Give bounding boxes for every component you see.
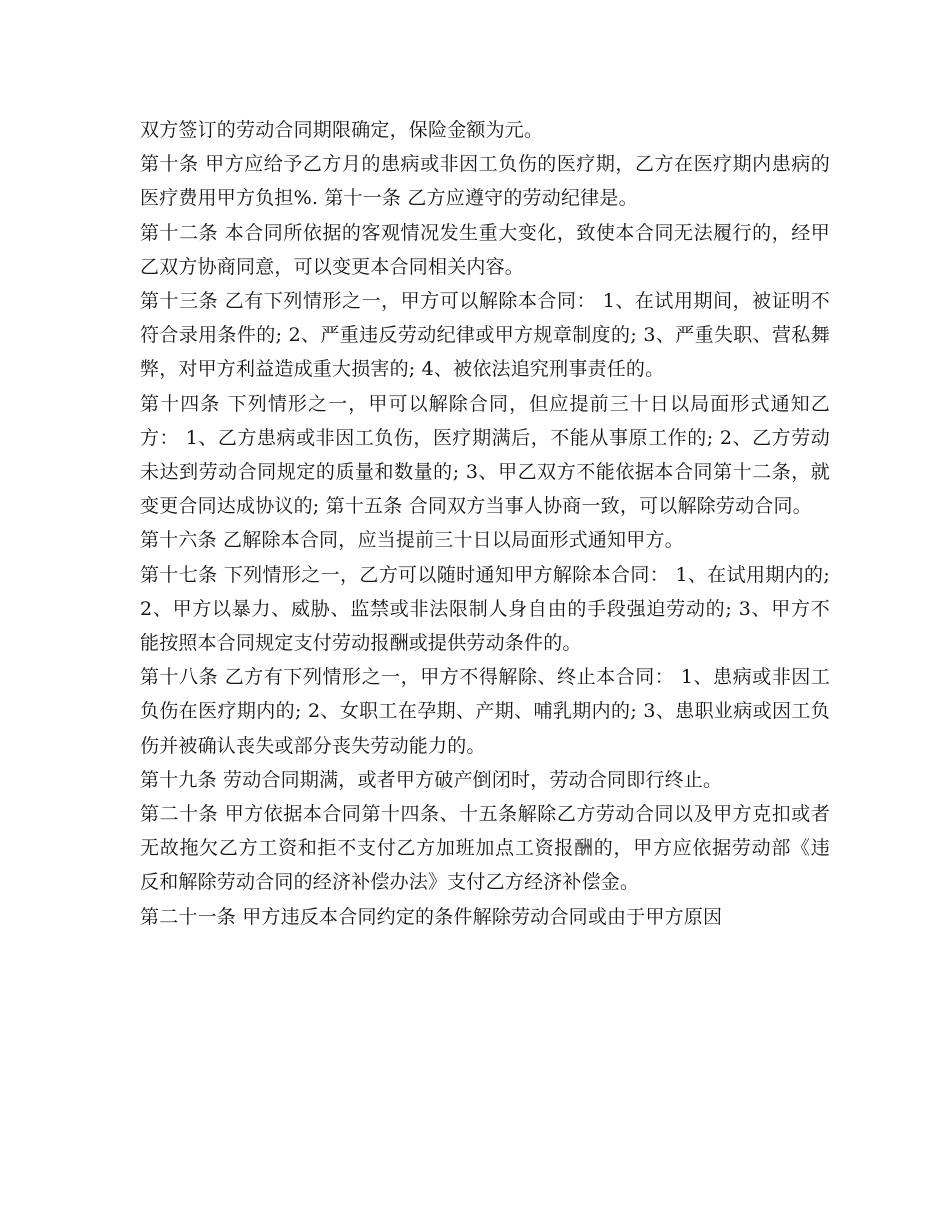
document-body (140, 113, 830, 934)
paragraph-9: 第十九条 劳动合同期满，或者甲方破产倒闭时，劳动合同即行终止。 (140, 768, 723, 791)
paragraph-5: 第十四条 下列情形之一，甲可以解除合同，但应提前三十日以局面形式通知乙方： 1、乙方患病或非因工负伤，医疗期满后，不能从事原工作的; 2、乙方劳动未达到劳动合同规定的质量和数量的; 3、甲乙双方不能依据本合同第十二条，就变更合同达成协议的; 第十五条 合同双方当事人协商一致，可以解除劳动合同。 (140, 392, 830, 518)
paragraph-10: 第二十条 甲方依据本合同第十四条、十五条解除乙方劳动合同以及甲方克扣或者无故拖欠乙方工资和拒不支付乙方加班加点工资报酬的，甲方应依据劳动部《违反和解除劳动合同的经济补偿办法》支付乙方经济补偿金。 (140, 803, 830, 894)
paragraph-4: 第十三条 乙有下列情形之一，甲方可以解除本合同： 1、在试用期间，被证明不符合录用条件的; 2、严重违反劳动纪律或甲方规章制度的; 3、严重失职、营私舞弊，对甲方利益造成重大损害的; 4、被依法追究刑事责任的。 (140, 290, 830, 381)
paragraph-2: 第十条 甲方应给予乙方月的患病或非因工负伤的医疗期，乙方在医疗期内患病的医疗费用甲方负担%. 第十一条 乙方应遵守的劳动纪律是。 (140, 153, 830, 210)
paragraph-6: 第十六条 乙解除本合同，应当提前三十日以局面形式通知甲方。 (140, 529, 684, 552)
paragraph-11: 第二十一条 甲方违反本合同约定的条件解除劳动合同或由于甲方原因 (140, 905, 723, 928)
paragraph-3: 第十二条 本合同所依据的客观情况发生重大变化，致使本合同无法履行的，经甲乙双方协商同意，可以变更本合同相关内容。 (140, 221, 830, 278)
paragraph-1: 双方签订的劳动合同期限确定，保险金额为元。 (140, 119, 544, 141)
paragraph-7: 第十七条 下列情形之一，乙方可以随时通知甲方解除本合同： 1、在试用期内的; 2、甲方以暴力、威胁、监禁或非法限制人身自由的手段强迫劳动的; 3、甲方不能按照本合同规定支付劳动报酬或提供劳动条件的。 (140, 563, 830, 655)
paragraph-8: 第十八条 乙方有下列情形之一，甲方不得解除、终止本合同： 1、患病或非因工负伤在医疗期内的; 2、女职工在孕期、产期、哺乳期内的; 3、患职业病或因工负伤并被确认丧失或部分丧失劳动能力的。 (140, 666, 830, 757)
